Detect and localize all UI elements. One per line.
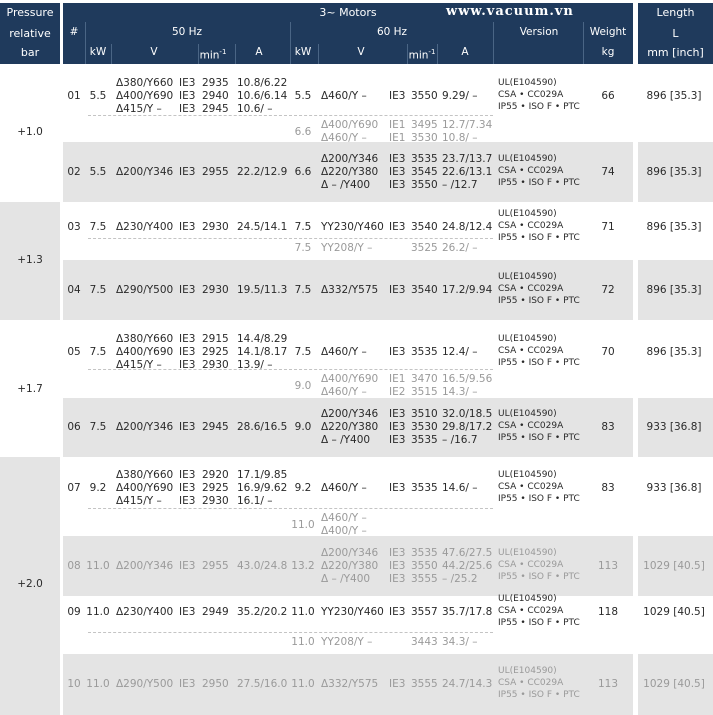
kw60-header: kW — [294, 46, 312, 58]
rpm50: 2940 — [202, 90, 229, 102]
current60: – /16.7 — [442, 434, 478, 446]
version-line: UL(E104590) — [498, 547, 557, 558]
rpm50: 2925 — [202, 346, 229, 358]
current60: 12.4/ – — [442, 346, 478, 358]
voltage60-sub: YY208/Y – — [321, 636, 373, 648]
voltage60-sub: Δ460/Y – — [321, 386, 367, 398]
version-line: CSA • CC029A — [498, 90, 564, 100]
rpm60: 3535 — [411, 152, 438, 165]
pressure-value: +1.7 — [17, 383, 43, 395]
voltage60: Δ220/Y380 — [321, 421, 379, 433]
efficiency50: IE3 — [179, 90, 196, 102]
rpm60: 3550 — [411, 90, 438, 102]
version-line: UL(E104590) — [498, 334, 557, 344]
kw60-value: 9.2 — [294, 482, 312, 494]
rpm50: 2935 — [202, 77, 229, 89]
length-value: 933 [36.8] — [646, 421, 702, 433]
voltage50: Δ290/Y500 — [116, 678, 174, 690]
efficiency50: IE3 — [179, 283, 196, 296]
current60: – /25.2 — [442, 572, 478, 585]
current60: 17.2/9.94 — [442, 283, 493, 296]
voltage60: YY230/Y460 — [321, 221, 384, 233]
efficiency50: IE3 — [179, 482, 196, 494]
rpm60: 3510 — [411, 408, 438, 420]
kw50-value: 5.5 — [89, 90, 107, 102]
rpm50: 2955 — [202, 559, 229, 572]
weight-value: 74 — [601, 165, 615, 178]
rpm60: 3540 — [411, 221, 438, 233]
current50: 27.5/16.0 — [237, 678, 288, 690]
kw60-value: 11.0 — [291, 678, 315, 690]
efficiency60: IE3 — [389, 678, 406, 690]
kw50-value: 7.5 — [89, 346, 107, 358]
v60-header: V — [357, 46, 365, 58]
version-line: UL(E104590) — [498, 666, 557, 676]
current60-sub: 10.8/ – — [442, 132, 478, 144]
current50: 14.4/8.29 — [237, 333, 288, 345]
version-line: IP55 • ISO F • PTC — [498, 618, 580, 628]
kw60-sub-value: 7.5 — [294, 242, 312, 254]
voltage60-sub: Δ400/Y690 — [321, 373, 379, 385]
current60-sub: 34.3/ – — [442, 636, 478, 648]
row-number: 10 — [67, 678, 81, 690]
row-divider — [88, 369, 493, 370]
rpm60: 3535 — [411, 546, 438, 559]
rpm60-sub: 3443 — [411, 636, 438, 648]
hz60-header: 60 Hz — [376, 26, 408, 38]
weight-value: 72 — [601, 283, 615, 296]
weight-value: 70 — [601, 346, 615, 358]
efficiency60: IE3 — [389, 421, 406, 433]
weight-value: 113 — [597, 559, 619, 572]
length-value: 933 [36.8] — [646, 482, 702, 494]
voltage60: Δ – /Y400 — [321, 572, 371, 585]
efficiency50: IE3 — [179, 346, 196, 358]
rpm50: 2955 — [202, 165, 229, 178]
version-line: UL(E104590) — [498, 209, 557, 219]
rpm60: 3555 — [411, 572, 438, 585]
pressure-subheader: relative bar — [0, 22, 60, 64]
voltage50: Δ400/Y690 — [116, 90, 174, 102]
rpm50: 2930 — [202, 359, 229, 371]
efficiency60: IE3 — [389, 165, 406, 178]
pressure-header: Pressure — [0, 3, 60, 22]
length-value: 896 [35.3] — [646, 283, 702, 296]
voltage50: Δ200/Y346 — [116, 165, 174, 178]
kw50-value: 7.5 — [89, 421, 107, 433]
voltage50: Δ415/Y – — [116, 359, 162, 371]
current50: 28.6/16.5 — [237, 421, 288, 433]
efficiency60: IE3 — [389, 221, 406, 233]
rpm50: 2920 — [202, 469, 229, 481]
current50: 13.9/ – — [237, 359, 273, 371]
current50: 22.2/12.9 — [237, 165, 288, 178]
voltage50: Δ400/Y690 — [116, 346, 174, 358]
rpm60-sub: 3530 — [411, 132, 438, 144]
version-line: IP55 • ISO F • PTC — [498, 233, 580, 243]
efficiency60: IE3 — [389, 482, 406, 494]
efficiency50: IE3 — [179, 165, 196, 178]
efficiency50: IE3 — [179, 333, 196, 345]
version-line: IP55 • ISO F • PTC — [498, 295, 580, 306]
version-line: UL(E104590) — [498, 409, 557, 419]
length-value: 896 [35.3] — [646, 165, 702, 178]
kw60-sub-value: 11.0 — [291, 636, 315, 648]
rpm60: 3535 — [411, 434, 438, 446]
row-number: 01 — [67, 90, 81, 102]
rpm60-sub: 3470 — [411, 373, 438, 385]
row-divider — [88, 115, 493, 116]
length-value: 1029 [40.5] — [643, 678, 705, 690]
pressure-value: +1.3 — [17, 254, 43, 266]
current50: 16.1/ – — [237, 495, 273, 507]
efficiency50: IE3 — [179, 221, 196, 233]
voltage60: Δ220/Y380 — [321, 559, 379, 572]
version-line: IP55 • ISO F • PTC — [498, 177, 580, 188]
voltage60: Δ220/Y380 — [321, 165, 379, 178]
version-line: UL(E104590) — [498, 153, 557, 164]
voltage50: Δ400/Y690 — [116, 482, 174, 494]
kw60-value: 7.5 — [294, 346, 312, 358]
row-number: 03 — [67, 221, 81, 233]
efficiency60: IE3 — [389, 434, 406, 446]
voltage60-sub: Δ460/Y – — [321, 512, 367, 524]
kw60-value: 5.5 — [294, 90, 312, 102]
current60: 29.8/17.2 — [442, 421, 493, 433]
kw50-value: 11.0 — [86, 559, 110, 572]
min60-header: $\min^{-1}$ — [408, 48, 436, 62]
length-value: 896 [35.3] — [646, 346, 702, 358]
current60-sub: 16.5/9.56 — [442, 373, 493, 385]
efficiency60: IE3 — [389, 152, 406, 165]
version-line: CSA • CC029A — [498, 283, 564, 294]
rpm60: 3535 — [411, 482, 438, 494]
kw60-value: 11.0 — [291, 606, 315, 618]
current50: 14.1/8.17 — [237, 346, 288, 358]
voltage60-sub: Δ460/Y – — [321, 132, 367, 144]
current60: 24.7/14.3 — [442, 678, 493, 690]
efficiency60-sub: IE1 — [389, 132, 406, 144]
rpm50: 2930 — [202, 495, 229, 507]
website-watermark: www.vacuum.vn — [446, 4, 574, 19]
voltage60: YY230/Y460 — [321, 606, 384, 618]
efficiency50: IE3 — [179, 559, 196, 572]
rpm60: 3550 — [411, 178, 438, 191]
current50: 10.6/ – — [237, 103, 273, 115]
weight-value: 118 — [597, 606, 619, 618]
efficiency60: IE3 — [389, 408, 406, 420]
voltage60: Δ460/Y – — [321, 90, 367, 102]
efficiency60: IE3 — [389, 559, 406, 572]
rpm60: 3540 — [411, 283, 438, 296]
min50-header: $\min^{-1}$ — [199, 48, 227, 62]
voltage60: Δ200/Y346 — [321, 408, 379, 420]
efficiency50: IE3 — [179, 678, 196, 690]
efficiency60: IE3 — [389, 572, 406, 585]
voltage60: Δ460/Y – — [321, 482, 367, 494]
version-line: IP55 • ISO F • PTC — [498, 690, 580, 700]
voltage50: Δ230/Y400 — [116, 221, 174, 233]
efficiency60: IE3 — [389, 283, 406, 296]
kw50-value: 7.5 — [89, 283, 107, 296]
current50: 24.5/14.1 — [237, 221, 288, 233]
voltage50: Δ415/Y – — [116, 103, 162, 115]
kw60-value: 13.2 — [291, 559, 315, 572]
weight-value: 66 — [601, 90, 615, 102]
efficiency50: IE3 — [179, 359, 196, 371]
kw60-sub-value: 9.0 — [294, 379, 312, 392]
row-number: 08 — [67, 559, 81, 572]
length-subheader: L mm [inch] — [638, 22, 713, 64]
version-line: CSA • CC029A — [498, 482, 564, 492]
efficiency60: IE3 — [389, 606, 406, 618]
current50: 43.0/24.8 — [237, 559, 288, 572]
row-number: 05 — [67, 346, 81, 358]
kw60-value: 7.5 — [294, 283, 312, 296]
current60: 9.29/ – — [442, 90, 478, 102]
voltage60: Δ – /Y400 — [321, 434, 371, 446]
version-line: IP55 • ISO F • PTC — [498, 433, 580, 443]
kw60-value: 7.5 — [294, 221, 312, 233]
weight-header: Weight — [589, 26, 627, 38]
current60: 22.6/13.1 — [442, 165, 493, 178]
rpm60: 3555 — [411, 678, 438, 690]
kw50-value: 11.0 — [86, 606, 110, 618]
voltage50: Δ380/Y660 — [116, 469, 174, 481]
version-line: CSA • CC029A — [498, 559, 564, 570]
voltage60-sub: YY208/Y – — [321, 242, 373, 254]
efficiency60-sub: IE1 — [389, 373, 406, 385]
efficiency50: IE3 — [179, 103, 196, 115]
weight-value: 113 — [597, 678, 619, 690]
rpm50: 2930 — [202, 221, 229, 233]
voltage60-sub: Δ400/Y – — [321, 525, 367, 537]
rpm60-sub: 3525 — [411, 242, 438, 254]
row-number: 02 — [67, 165, 81, 178]
rpm60-sub: 3515 — [411, 386, 438, 398]
row-divider — [88, 508, 493, 509]
row-number: 09 — [67, 606, 81, 618]
current60: 35.7/17.8 — [442, 606, 493, 618]
row-number: 07 — [67, 482, 81, 494]
current60: 44.2/25.6 — [442, 559, 493, 572]
pressure-value: +2.0 — [17, 578, 43, 590]
rpm60: 3557 — [411, 606, 438, 618]
version-header: Version — [519, 26, 559, 38]
version-line: UL(E104590) — [498, 470, 557, 480]
current60: 23.7/13.7 — [442, 152, 493, 165]
voltage50: Δ200/Y346 — [116, 559, 174, 572]
version-line: CSA • CC029A — [498, 346, 564, 356]
rpm60: 3530 — [411, 421, 438, 433]
version-line: CSA • CC029A — [498, 165, 564, 176]
rpm50: 2949 — [202, 606, 229, 618]
efficiency50: IE3 — [179, 421, 196, 433]
voltage60: Δ – /Y400 — [321, 178, 371, 191]
efficiency60: IE3 — [389, 90, 406, 102]
rpm60: 3535 — [411, 346, 438, 358]
weight-value: 83 — [601, 421, 615, 433]
rpm50: 2945 — [202, 103, 229, 115]
version-line: IP55 • ISO F • PTC — [498, 358, 580, 368]
weight-unit: kg — [601, 46, 615, 58]
voltage60: Δ200/Y346 — [321, 546, 379, 559]
current60: – /12.7 — [442, 178, 478, 191]
rpm50: 2950 — [202, 678, 229, 690]
kw50-value: 9.2 — [89, 482, 107, 494]
weight-value: 71 — [601, 221, 615, 233]
current60-sub: 12.7/7.34 — [442, 119, 493, 131]
v50-header: V — [150, 46, 158, 58]
version-line: CSA • CC029A — [498, 606, 564, 616]
kw60-sub-value: 11.0 — [291, 518, 315, 531]
efficiency50: IE3 — [179, 469, 196, 481]
length-header: Length — [638, 3, 713, 22]
version-line: IP55 • ISO F • PTC — [498, 102, 580, 112]
voltage60: Δ332/Y575 — [321, 283, 379, 296]
row-divider — [88, 238, 493, 239]
voltage60: Δ200/Y346 — [321, 152, 379, 165]
efficiency60: IE3 — [389, 346, 406, 358]
length-value: 896 [35.3] — [646, 221, 702, 233]
row-divider — [88, 632, 493, 633]
efficiency60: IE3 — [389, 178, 406, 191]
version-line: UL(E104590) — [498, 78, 557, 88]
version-line: CSA • CC029A — [498, 678, 564, 688]
rpm60: 3550 — [411, 559, 438, 572]
rpm50: 2915 — [202, 333, 229, 345]
rpm50: 2945 — [202, 421, 229, 433]
kw50-header: kW — [89, 46, 107, 58]
current50: 19.5/11.3 — [237, 283, 288, 296]
voltage50: Δ380/Y660 — [116, 333, 174, 345]
motors-title: 3~ Motors — [319, 6, 377, 19]
current50: 35.2/20.2 — [237, 606, 288, 618]
pressure-value: +1.0 — [17, 126, 43, 138]
version-line: CSA • CC029A — [498, 221, 564, 231]
length-value: 1029 [40.5] — [643, 559, 705, 572]
efficiency50: IE3 — [179, 77, 196, 89]
current50: 17.1/9.85 — [237, 469, 288, 481]
hz50-header: 50 Hz — [171, 26, 203, 38]
efficiency60-sub: IE1 — [389, 119, 406, 131]
kw60-value: 9.0 — [294, 421, 312, 433]
voltage60: Δ332/Y575 — [321, 678, 379, 690]
version-line: UL(E104590) — [498, 271, 557, 282]
length-value: 896 [35.3] — [646, 90, 702, 102]
current50: 16.9/9.62 — [237, 482, 288, 494]
current60: 24.8/12.4 — [442, 221, 493, 233]
voltage50: Δ380/Y660 — [116, 77, 174, 89]
efficiency50: IE3 — [179, 606, 196, 618]
voltage60: Δ460/Y – — [321, 346, 367, 358]
kw60-sub-value: 6.6 — [294, 125, 312, 138]
a60-header: A — [461, 46, 469, 58]
version-line: CSA • CC029A — [498, 421, 564, 431]
efficiency60: IE3 — [389, 546, 406, 559]
voltage50: Δ200/Y346 — [116, 421, 174, 433]
length-value: 1029 [40.5] — [643, 606, 705, 618]
efficiency60-sub: IE2 — [389, 386, 406, 398]
current60-sub: 26.2/ – — [442, 242, 478, 254]
current60-sub: 14.3/ – — [442, 386, 478, 398]
kw50-value: 5.5 — [89, 165, 107, 178]
kw60-value: 6.6 — [294, 165, 312, 178]
kw50-value: 11.0 — [86, 678, 110, 690]
a50-header: A — [255, 46, 263, 58]
version-line: IP55 • ISO F • PTC — [498, 571, 580, 582]
row-number: 04 — [67, 283, 81, 296]
current50: 10.8/6.22 — [237, 77, 288, 89]
rpm50: 2930 — [202, 283, 229, 296]
num-header: # — [69, 26, 79, 38]
current50: 10.6/6.14 — [237, 90, 288, 102]
kw50-value: 7.5 — [89, 221, 107, 233]
voltage60-sub: Δ400/Y690 — [321, 119, 379, 131]
efficiency50: IE3 — [179, 495, 196, 507]
current60: 47.6/27.5 — [442, 546, 493, 559]
version-line: UL(E104590) — [498, 594, 557, 604]
current60: 32.0/18.5 — [442, 408, 493, 420]
rpm50: 2925 — [202, 482, 229, 494]
weight-value: 83 — [601, 482, 615, 494]
voltage50: Δ290/Y500 — [116, 283, 174, 296]
voltage50: Δ415/Y – — [116, 495, 162, 507]
voltage50: Δ230/Y400 — [116, 606, 174, 618]
rpm60-sub: 3495 — [411, 119, 438, 131]
row-number: 06 — [67, 421, 81, 433]
rpm60: 3545 — [411, 165, 438, 178]
current60: 14.6/ – — [442, 482, 478, 494]
version-line: IP55 • ISO F • PTC — [498, 494, 580, 504]
